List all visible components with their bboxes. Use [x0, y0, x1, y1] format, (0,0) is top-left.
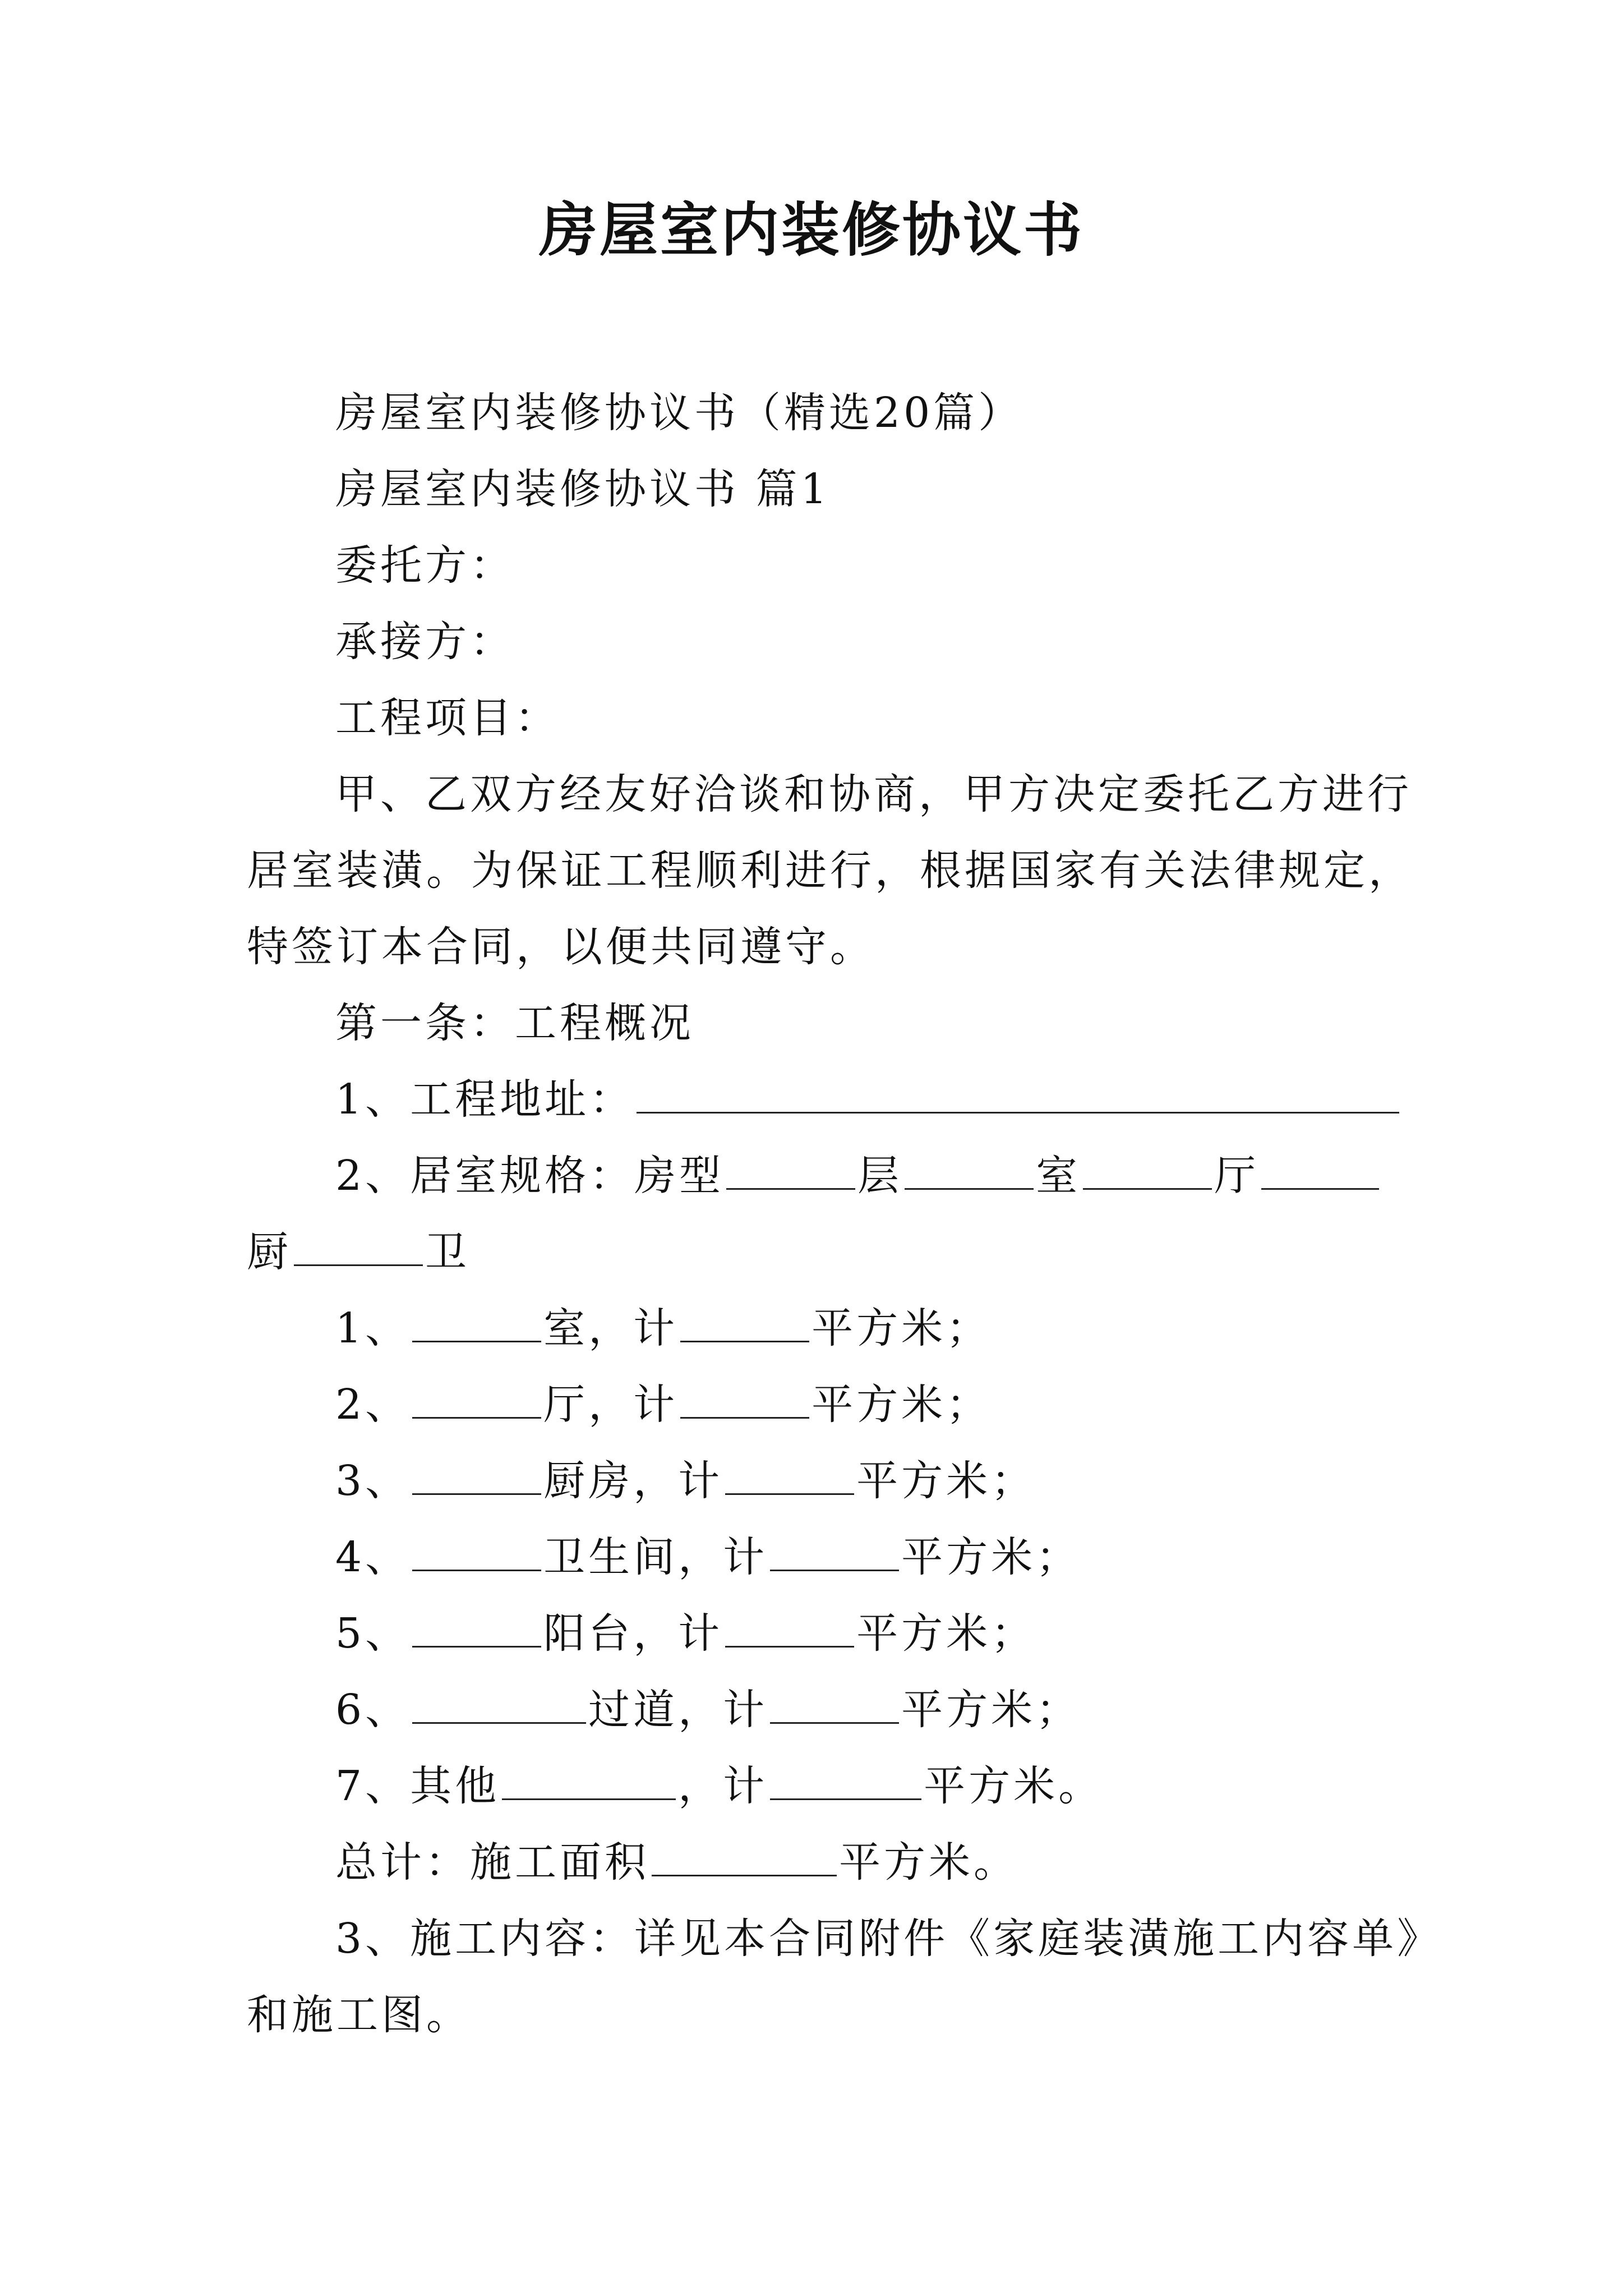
room-row [247, 1300, 1496, 1356]
room-name: 卫生间，计 [543, 1533, 768, 1581]
room-count-blank [412, 1607, 541, 1648]
document-title: 房屋室内装修协议书 [538, 195, 1084, 264]
spec-type-blank [726, 1149, 855, 1190]
room-name: 室，计 [543, 1304, 679, 1352]
spec-hall-label: 厅 [1214, 1152, 1260, 1200]
spec-row [247, 1148, 1496, 1204]
spec-label: 2、居室规格：房型 [335, 1152, 725, 1200]
other-mid: ，计 [678, 1762, 768, 1810]
room-count-blank [412, 1530, 541, 1571]
subtitle: 房屋室内装修协议书（精选20篇） [335, 389, 1023, 437]
room-area-blank [725, 1454, 854, 1495]
total-row [247, 1834, 1496, 1890]
room-area-blank [770, 1683, 899, 1724]
article-1-heading: 第一条：工程概况 [335, 999, 694, 1047]
spec-kitchen-blank [294, 1225, 423, 1266]
room-name: 过道，计 [588, 1686, 768, 1734]
room-name: 阳台，计 [543, 1609, 723, 1658]
total-label: 总计：施工面积 [335, 1838, 649, 1887]
room-row [247, 1682, 1496, 1738]
room-count-blank [412, 1301, 541, 1342]
contractor-label: 承接方： [335, 618, 515, 666]
spec-room-label: 室 [1036, 1152, 1081, 1200]
client-label: 委托方： [335, 541, 515, 590]
project-label: 工程项目： [335, 694, 560, 742]
room-name: 厅，计 [543, 1381, 679, 1429]
room-prefix: 6、 [335, 1686, 411, 1734]
room-area-blank [680, 1378, 809, 1419]
spec-kitchen-label: 厨 [247, 1228, 292, 1276]
room-row [247, 1377, 1496, 1433]
spec-bath-label: 卫 [425, 1228, 470, 1276]
intro-paragraph-line-3: 特签订本合同，以便共同遵守。 [247, 923, 875, 971]
other-prefix: 7、其他 [335, 1762, 500, 1810]
room-count-blank [412, 1683, 586, 1724]
room-prefix: 3、 [335, 1457, 411, 1505]
spec-floor-label: 层 [857, 1152, 903, 1200]
intro-paragraph-line-1: 甲、乙双方经友好洽谈和协商，甲方决定委托乙方进行 [335, 770, 1412, 818]
room-prefix: 5、 [335, 1609, 411, 1658]
room-unit: 平方米； [856, 1609, 1036, 1658]
content-line-2: 和施工图。 [247, 1991, 471, 2039]
room-row [247, 1605, 1496, 1662]
address-row [247, 1071, 1496, 1128]
room-unit: 平方米； [811, 1304, 992, 1352]
room-unit: 平方米； [811, 1381, 992, 1429]
total-area-blank [652, 1835, 837, 1876]
intro-paragraph-line-2: 居室装潢。为保证工程顺利进行，根据国家有关法律规定， [247, 846, 1413, 895]
address-blank [637, 1073, 1399, 1114]
spec-room-blank [1083, 1149, 1212, 1190]
room-prefix: 4、 [335, 1533, 411, 1581]
room-prefix: 1、 [335, 1304, 411, 1352]
room-unit: 平方米； [856, 1457, 1036, 1505]
address-label: 1、工程地址： [335, 1075, 635, 1124]
room-unit: 平方米； [901, 1533, 1081, 1581]
room-area-blank [725, 1607, 854, 1648]
other-row [247, 1758, 1496, 1814]
room-area-blank [770, 1530, 899, 1571]
section-heading: 房屋室内装修协议书 篇1 [335, 465, 831, 513]
room-area-blank [680, 1301, 809, 1342]
room-row [247, 1529, 1496, 1585]
other-name-blank [502, 1759, 676, 1800]
spec-floor-blank [905, 1149, 1034, 1190]
room-unit: 平方米； [901, 1686, 1081, 1734]
other-area-blank [770, 1759, 921, 1800]
room-row [247, 1453, 1496, 1509]
spec-row-continued [247, 1224, 1408, 1280]
room-count-blank [412, 1454, 541, 1495]
total-unit: 平方米。 [839, 1838, 1018, 1887]
spec-hall-blank [1261, 1149, 1379, 1190]
room-count-blank [412, 1378, 541, 1419]
room-name: 厨房，计 [543, 1457, 723, 1505]
room-prefix: 2、 [335, 1381, 411, 1429]
other-unit: 平方米。 [924, 1762, 1104, 1810]
content-line-1: 3、施工内容：详见本合同附件《家庭装潢施工内容单》 [335, 1915, 1442, 1963]
